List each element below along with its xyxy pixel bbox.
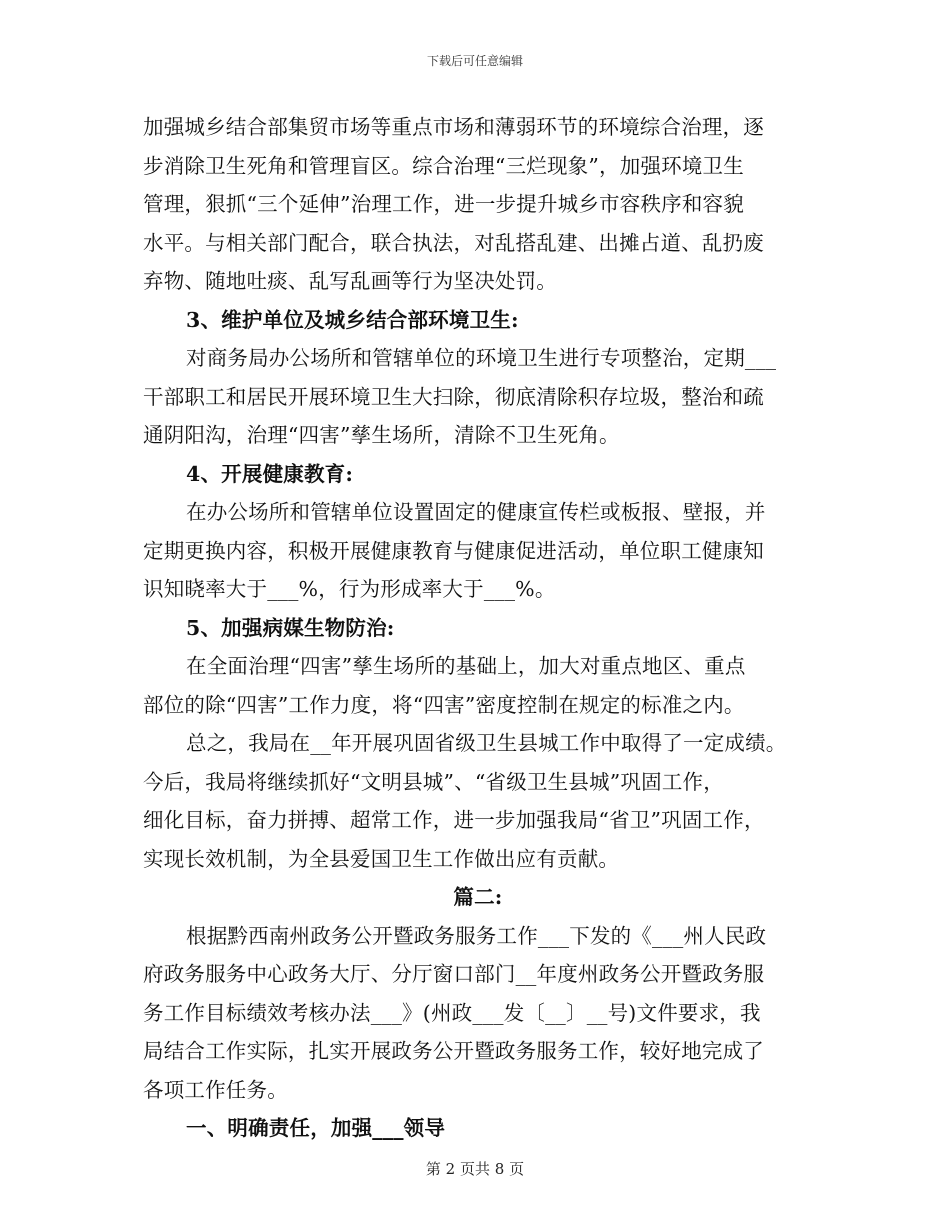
paragraph-line: 各项工作任务。 bbox=[143, 1077, 288, 1102]
paragraph-line: 在办公场所和管辖单位设置固定的健康宣传栏或板报、壁报，并 bbox=[186, 500, 766, 524]
paragraph-line: 局结合工作实际，扎实开展政务公开暨政务服务工作，较好地完成了 bbox=[143, 1039, 764, 1063]
page-footer: 第 2 页共 8 页 bbox=[425, 1160, 525, 1178]
section-heading: 4、开展健康教育: bbox=[186, 461, 354, 486]
paragraph-line: 水平。与相关部门配合，联合执法，对乱搭乱建、出摊占道、乱扔废 bbox=[143, 230, 764, 255]
paragraph-line: 通阴阳沟，治理“四害”孳生场所，清除不卫生死角。 bbox=[143, 423, 620, 447]
section-heading: 5、加强病媒生物防治: bbox=[186, 615, 395, 640]
paragraph-line: 务工作目标绩效考核办法___》(州政___发〔__〕__号)文件要求，我 bbox=[143, 1000, 761, 1025]
paragraph-line: 加强城乡结合部集贸市场等重点市场和薄弱环节的环境综合治理，逐 bbox=[143, 115, 764, 139]
paragraph-line: 部位的除“四害”工作力度，将“四害”密度控制在规定的标准之内。 bbox=[143, 692, 745, 717]
paragraph-line: 识知晓率大于___%，行为形成率大于___%。 bbox=[143, 577, 556, 601]
paragraph-line: 步消除卫生死角和管理盲区。综合治理“三烂现象”，加强环境卫生 bbox=[143, 153, 744, 178]
paragraph-line: 定期更换内容，积极开展健康教育与健康促进活动，单位职工健康知 bbox=[143, 538, 764, 563]
paragraph-line: 细化目标，奋力拼搏、超常工作，进一步加强我局“省卫”巩固工作， bbox=[143, 808, 765, 832]
page-header: 下载后可任意编辑 bbox=[426, 54, 523, 68]
paragraph-line: 弃物、随地吐痰、乱写乱画等行为坚决处罚。 bbox=[143, 269, 557, 293]
paragraph-line: 管理，狠抓“三个延伸”治理工作，进一步提升城乡市容秩序和容貌 bbox=[143, 192, 744, 216]
paragraph-line: 总之，我局在__年开展巩固省级卫生县城工作中取得了一定成绩。 bbox=[186, 731, 787, 755]
section-heading: 篇二: bbox=[453, 885, 503, 909]
paragraph-line: 今后，我局将继续抓好“文明县城”、“省级卫生县城”巩固工作， bbox=[143, 769, 724, 794]
paragraph-line: 对商务局办公场所和管辖单位的环境卫生进行专项整治，定期___ bbox=[186, 346, 777, 370]
paragraph-line: 府政务服务中心政务大厅、分厅窗口部门__年度州政务公开暨政务服 bbox=[143, 962, 765, 986]
document-body bbox=[143, 108, 813, 1148]
section-heading: 3、维护单位及城乡结合部环境卫生: bbox=[186, 307, 519, 332]
paragraph-line: 根据黔西南州政务公开暨政务服务工作___下发的《___州人民政 bbox=[186, 923, 767, 948]
paragraph-line: 在全面治理“四害”孳生场所的基础上，加大对重点地区、重点 bbox=[186, 654, 746, 678]
paragraph-line: 干部职工和居民开展环境卫生大扫除，彻底清除积存垃圾，整治和疏 bbox=[143, 384, 764, 409]
section-heading: 一、明确责任，加强___领导 bbox=[186, 1116, 446, 1140]
paragraph-line: 实现长效机制，为全县爱国卫生工作做出应有贡献。 bbox=[143, 846, 620, 871]
